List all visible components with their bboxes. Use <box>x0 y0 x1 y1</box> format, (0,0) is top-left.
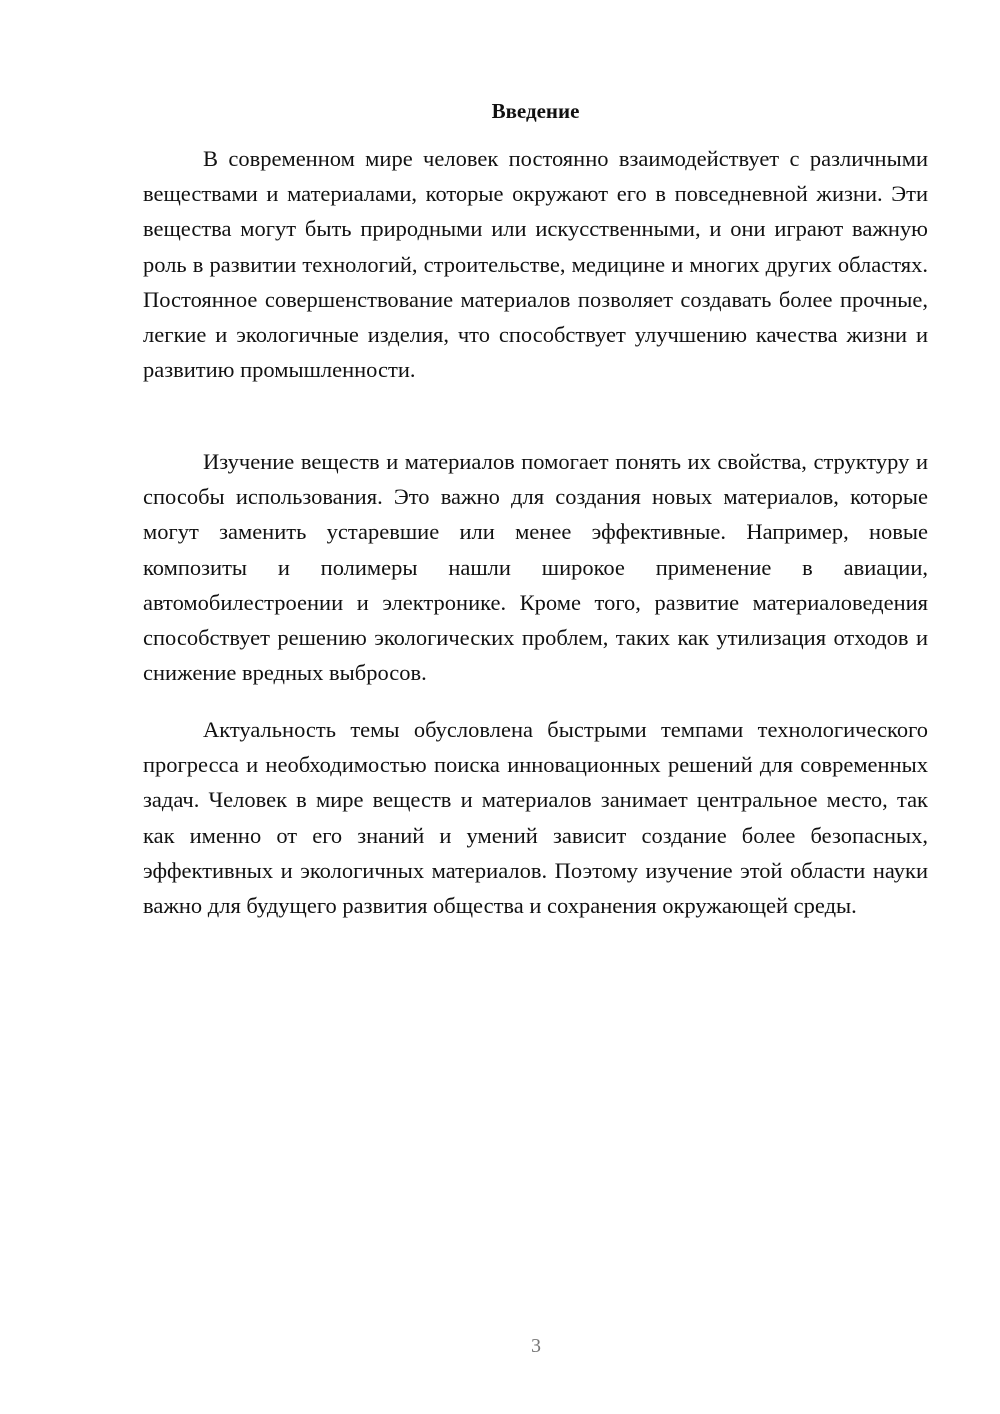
section-title: Введение <box>491 99 580 123</box>
paragraph-2: Изучение веществ и материалов помогает понять их свойства, структуру и способы использования. Это важно для создания новых материалов, которые могут заменить устаревшие или менее эффективные. Например, новые композиты и полимеры нашли широкое применение в авиации, автомобилестроении и электронике. Кроме того, развитие материаловедения способствует решению экологических проблем, таких как утилизация отходов и снижение вредных выбросов. <box>143 449 928 686</box>
paragraph-3: Актуальность темы обусловлена быстрыми темпами технологического прогресса и необходимостью поиска инновационных решений для современных задач. Человек в мире веществ и материалов занимает центральное место, так как именно от его знаний и умений зависит создание более безопасных, эффективных и экологичных материалов. Поэтому изучение этой области науки важно для будущего развития общества и сохранения окружающей среды. <box>143 717 928 919</box>
paragraph-1: В современном мире человек постоянно взаимодействует с различными веществами и материалами, которые окружают его в повседневной жизни. Эти вещества могут быть природными или искусственными, и они играют важную роль в развитии технологий, строительстве, медицине и многих других областях. Постоянное совершенствование материалов позволяет создавать более прочные, легкие и экологичные изделия, что способствует улучшению качества жизни и развитию промышленности. <box>143 146 928 383</box>
page-number: 3 <box>531 1335 541 1357</box>
